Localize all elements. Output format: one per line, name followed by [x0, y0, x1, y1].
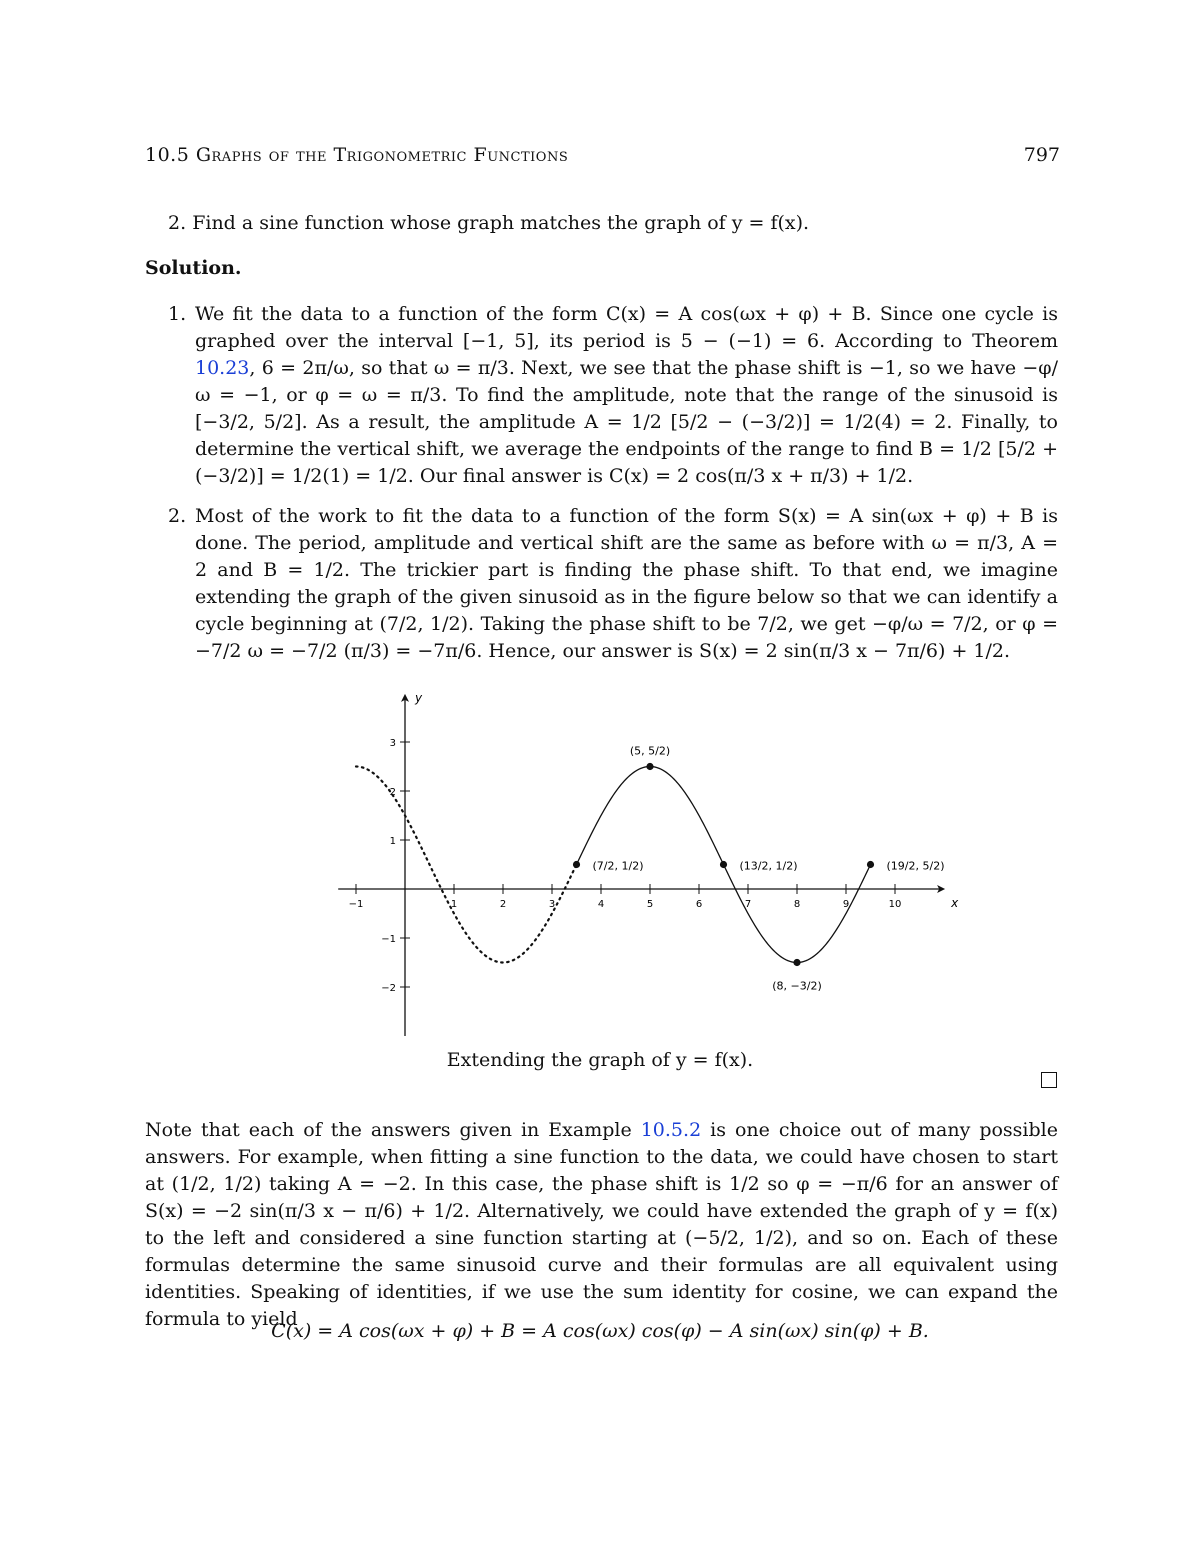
x-tick-label: 6	[695, 899, 703, 910]
point-label: (13/2, 1/2)	[739, 859, 798, 873]
y-tick-label: −1	[381, 934, 396, 945]
x-tick-label: −1	[348, 899, 364, 910]
x-tick-label: 9	[842, 899, 850, 910]
x-tick-label: 8	[793, 899, 801, 910]
point-label: (5, 5/2)	[629, 744, 671, 758]
qed-box	[1041, 1072, 1057, 1088]
x-tick-label: 5	[646, 899, 654, 910]
section-title: 10.5 Graphs of the Trigonometric Functions	[145, 144, 569, 166]
theorem-link[interactable]: 10.23	[195, 357, 250, 379]
x-tick-label: 1	[450, 899, 458, 910]
figure-caption: Extending the graph of y = f(x).	[446, 1049, 754, 1071]
solution-text-b: , 6 = 2π/ω, so that ω = π/3. Next, we see that the phase shift is −1, so we have −φ/ω = −1, or φ = ω = π/3. To find the amplitude, note that the range of the sinusoid is [−3/2, 5/2]. As a result, the amplitude A = 1/2 [5/2 − (−3/2)] = 1/2(4) = 2. Finally, to determine the vertical shift, we average the endpoints of the range to find B = 1/2 [5/2 + (−3/2)] = 1/2(1) = 1/2. Our final answer is C(x) = 2 cos(π/3 x + π/3) + 1/2.	[195, 357, 1058, 487]
page-header	[145, 142, 1060, 170]
key-point	[793, 959, 800, 966]
x-tick-label: 4	[597, 899, 605, 910]
solution-label: Solution.	[145, 257, 242, 279]
item-number: 2.	[168, 212, 187, 234]
sinusoid-chart	[290, 680, 970, 1050]
key-point	[646, 763, 653, 770]
y-tick-label: 2	[389, 787, 396, 798]
y-tick-label: 1	[389, 836, 396, 847]
key-point	[573, 861, 580, 868]
y-axis-label: y	[415, 690, 423, 705]
exercise-item-2	[168, 210, 1058, 237]
note-paragraph	[145, 1117, 1058, 1333]
item-text: Find a sine function whose graph matches the graph of y = f(x).	[192, 212, 810, 234]
example-link[interactable]: 10.5.2	[640, 1119, 702, 1141]
solution-number: 1.	[168, 303, 187, 325]
point-label: (8, −3/2)	[772, 979, 822, 993]
point-label: (7/2, 1/2)	[592, 859, 644, 873]
display-equation: C(x) = A cos(ωx + φ) + B = A cos(ωx) cos(φ) − A sin(ωx) sin(φ) + B.	[271, 1320, 929, 1342]
y-tick-label: −2	[381, 983, 396, 994]
x-tick-label: 2	[499, 899, 507, 910]
solution-number: 2.	[168, 505, 187, 527]
note-text-b: is one choice out of many possible answers. For example, when fitting a sine function to the data, we could have chosen to start at (1/2, 1/2) taking A = −2. In this case, the phase shift is 1/2 so φ = −π/6 for an answer of S(x) = −2 sin(π/3 x − π/6) + 1/2. Alternatively, we could have extended the graph of y = f(x) to the left and considered a sine function starting at (−5/2, 1/2), and so on. Each of these formulas determine the same sinusoid curve and their formulas are all equivalent using identities. Speaking of identities, if we use the sum identity for cosine, we can expand the formula to yield	[145, 1119, 1058, 1330]
point-label: (19/2, 5/2)	[886, 859, 945, 873]
solution-part-1	[168, 301, 1058, 490]
key-point	[720, 861, 727, 868]
solution-part-2	[168, 503, 1058, 665]
note-text-a: Note that each of the answers given in Example	[145, 1119, 641, 1141]
sinusoid-figure	[290, 680, 970, 1050]
page-number: 797	[1023, 144, 1060, 166]
x-axis-label: x	[951, 896, 959, 910]
solution-text	[195, 301, 1058, 490]
key-point	[867, 861, 874, 868]
x-tick-label: 10	[888, 899, 902, 910]
x-tick-label: 7	[744, 899, 752, 910]
solution-text-a: We fit the data to a function of the form C(x) = A cos(ωx + φ) + B. Since one cycle is graphed over the interval [−1, 5], its period is 5 − (−1) = 6. According to Theorem	[195, 303, 1058, 352]
y-tick-label: 3	[389, 738, 396, 749]
solution-text: Most of the work to fit the data to a function of the form S(x) = A sin(ωx + φ) + B is done. The period, amplitude and vertical shift are the same as before with ω = π/3, A = 2 and B = 1/2. The trickier part is finding the phase shift. To that end, we imagine extending the graph of the given sinusoid as in the figure below so that we can identify a cycle beginning at (7/2, 1/2). Taking the phase shift to be 7/2, we get −φ/ω = 7/2, or φ = −7/2 ω = −7/2 (π/3) = −7π/6. Hence, our answer is S(x) = 2 sin(π/3 x − 7π/6) + 1/2.	[195, 505, 1058, 662]
x-tick-label: 3	[548, 899, 556, 910]
